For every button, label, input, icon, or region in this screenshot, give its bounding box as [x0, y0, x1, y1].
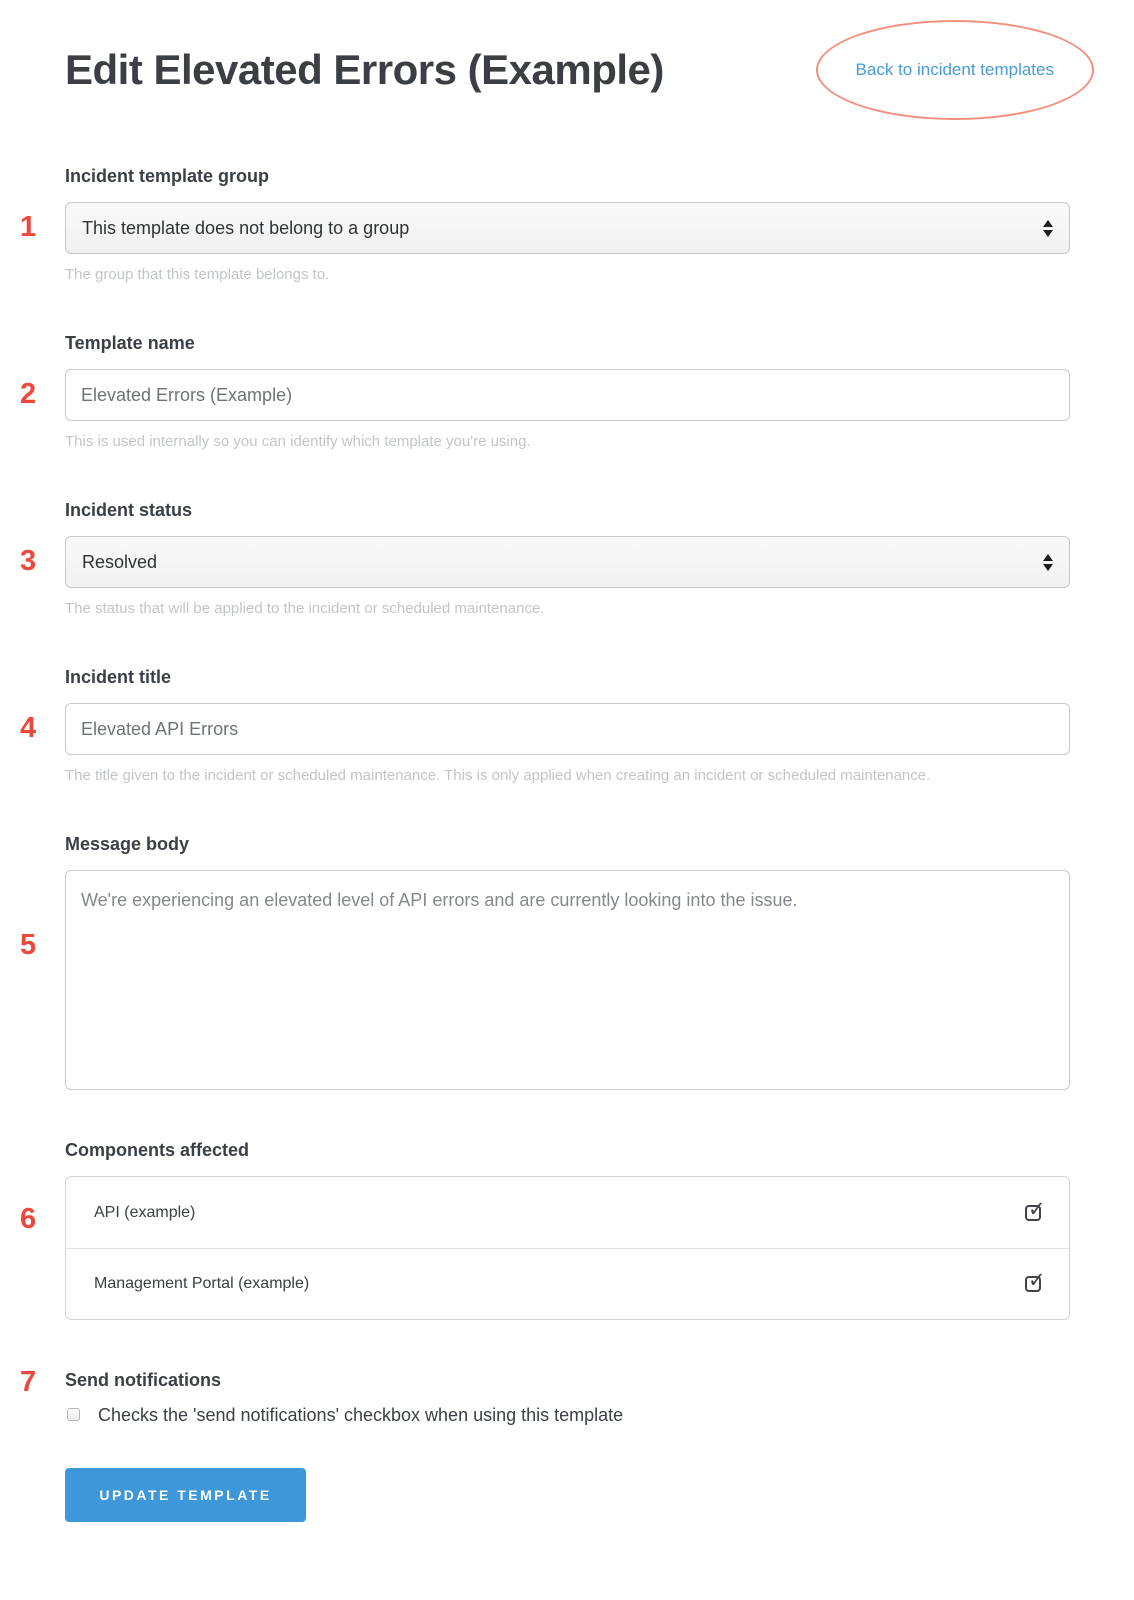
page-header — [65, 40, 1070, 100]
annotation-number-3: 3 — [20, 545, 37, 577]
select-arrows-icon — [1043, 554, 1053, 571]
annotation-number-2: 2 — [20, 378, 37, 410]
components-list — [65, 1176, 1070, 1320]
send-notifications-label: Send notifications — [65, 1370, 222, 1390]
incident-status-select[interactable] — [65, 536, 1070, 588]
annotation-number-6: 6 — [20, 1203, 37, 1235]
message-body-label: Message body — [65, 834, 190, 854]
update-template-button[interactable]: UPDATE TEMPLATE — [65, 1468, 306, 1522]
annotation-number-7: 7 — [20, 1366, 37, 1398]
annotation-number-5: 5 — [20, 929, 37, 961]
annotation-number-1: 1 — [20, 211, 37, 243]
field-group-template-name — [20, 333, 1070, 450]
send-notifications-checkbox-label: Checks the 'send notifications' checkbox when using this template — [98, 1405, 624, 1425]
checkbox-checked-icon[interactable]: ✓ — [1025, 1205, 1041, 1221]
incident-status-label: Incident status — [65, 500, 193, 520]
field-group-components-affected — [20, 1140, 1070, 1320]
component-label: Management Portal (example) — [94, 1275, 310, 1292]
components-affected-label: Components affected — [65, 1140, 250, 1160]
template-group-selected-value: This template does not belong to a group — [82, 217, 410, 238]
send-notifications-checkbox[interactable] — [67, 1408, 80, 1421]
page-title: Edit Elevated Errors (Example) — [65, 46, 664, 93]
incident-status-help: The status that will be applied to the incident or scheduled maintenance. — [65, 600, 545, 617]
annotation-number-4: 4 — [20, 712, 37, 744]
template-name-input[interactable] — [65, 369, 1070, 421]
component-row-management-portal[interactable] — [66, 1248, 1069, 1319]
checkbox-checked-icon[interactable]: ✓ — [1025, 1276, 1041, 1292]
component-row-api[interactable] — [66, 1177, 1069, 1248]
incident-status-selected-value: Resolved — [82, 551, 158, 572]
send-notifications-row — [65, 1405, 1070, 1426]
template-name-label: Template name — [65, 333, 195, 353]
back-to-incident-templates-link[interactable]: Back to incident templates — [855, 60, 1054, 79]
component-label: API (example) — [94, 1203, 196, 1221]
field-group-message-body — [20, 834, 1070, 1090]
field-group-incident-title — [20, 667, 1070, 784]
back-link-wrap — [856, 60, 1054, 80]
field-group-send-notifications — [20, 1366, 1070, 1426]
field-group-template-group — [20, 166, 1070, 283]
select-arrows-icon — [1043, 220, 1053, 237]
incident-title-label: Incident title — [65, 667, 172, 687]
template-name-help: This is used internally so you can identify which template you're using. — [65, 433, 531, 450]
message-body-textarea[interactable] — [65, 870, 1070, 1090]
template-group-label: Incident template group — [65, 166, 270, 186]
incident-title-help: The title given to the incident or scheduled maintenance. This is only applied when creating an incident or scheduled maintenance. — [65, 767, 931, 784]
template-group-select[interactable] — [65, 202, 1070, 254]
field-group-incident-status — [20, 500, 1070, 617]
incident-title-input[interactable] — [65, 703, 1070, 755]
template-group-help: The group that this template belongs to. — [65, 266, 330, 283]
